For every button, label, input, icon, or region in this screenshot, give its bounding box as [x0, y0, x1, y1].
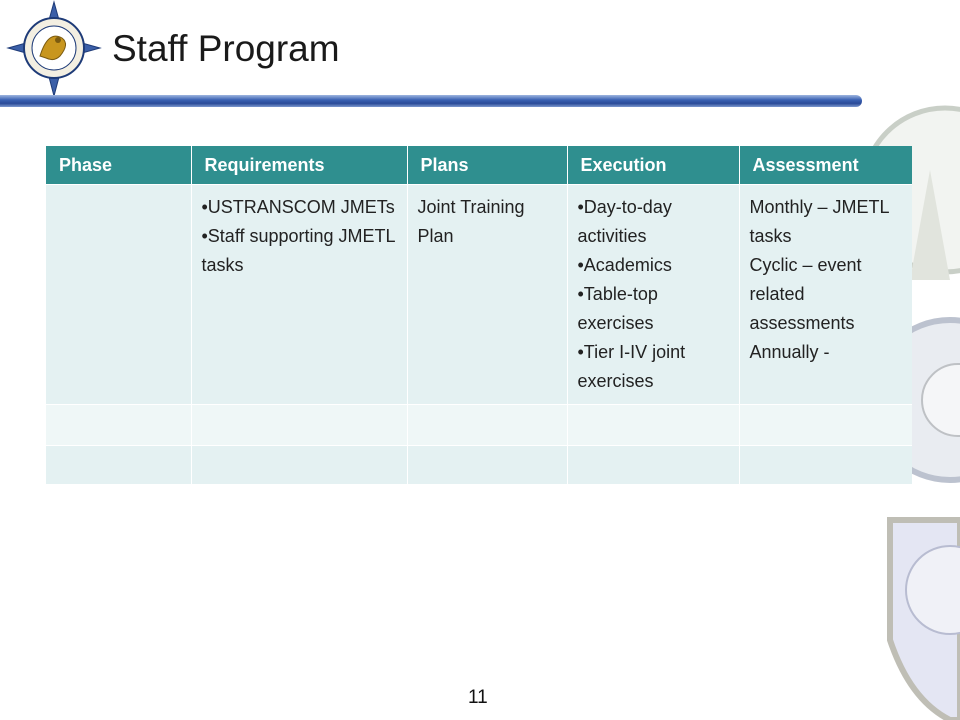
- requirements-item: •Staff supporting JMETL tasks: [201, 226, 395, 275]
- table-row: [46, 405, 912, 446]
- cell-phase: [46, 185, 191, 405]
- header-requirements: Requirements: [191, 146, 407, 185]
- empty-cell: [407, 405, 567, 446]
- title-rule: [0, 95, 862, 107]
- slide-title: Staff Program: [112, 28, 340, 69]
- execution-item: •Academics: [577, 255, 672, 275]
- assessment-item: Monthly – JMETL tasks: [749, 197, 889, 246]
- table-header-row: [46, 146, 912, 185]
- table-row: [46, 446, 912, 485]
- assessment-item: Annually -: [749, 342, 830, 362]
- execution-item: •Tier I-IV joint exercises: [577, 342, 686, 391]
- execution-item: •Table-top exercises: [577, 284, 658, 333]
- requirements-item: •USTRANSCOM JMETs: [201, 197, 395, 217]
- empty-cell: [567, 405, 739, 446]
- empty-cell: [191, 446, 407, 485]
- table-row: [46, 185, 912, 405]
- page-number: 11: [468, 687, 488, 708]
- empty-cell: [739, 446, 912, 485]
- assessment-item: Cyclic – event related assessments: [749, 255, 862, 333]
- transportation-command-seal-icon: [0, 0, 108, 100]
- empty-cell: [46, 405, 191, 446]
- header-plans: Plans: [407, 146, 567, 185]
- plans-item: Joint Training Plan: [417, 197, 525, 246]
- empty-cell: [567, 446, 739, 485]
- empty-cell: [191, 405, 407, 446]
- cell-execution: [567, 185, 739, 405]
- header-execution: Execution: [567, 146, 739, 185]
- header-assessment: Assessment: [739, 146, 912, 185]
- header-phase: Phase: [46, 146, 191, 185]
- cell-plans: [407, 185, 567, 405]
- execution-item: •Day-to-day activities: [577, 197, 672, 246]
- cell-requirements: [191, 185, 407, 405]
- empty-cell: [407, 446, 567, 485]
- empty-cell: [46, 446, 191, 485]
- staff-program-table: [46, 146, 912, 484]
- empty-cell: [739, 405, 912, 446]
- cell-assessment: [739, 185, 912, 405]
